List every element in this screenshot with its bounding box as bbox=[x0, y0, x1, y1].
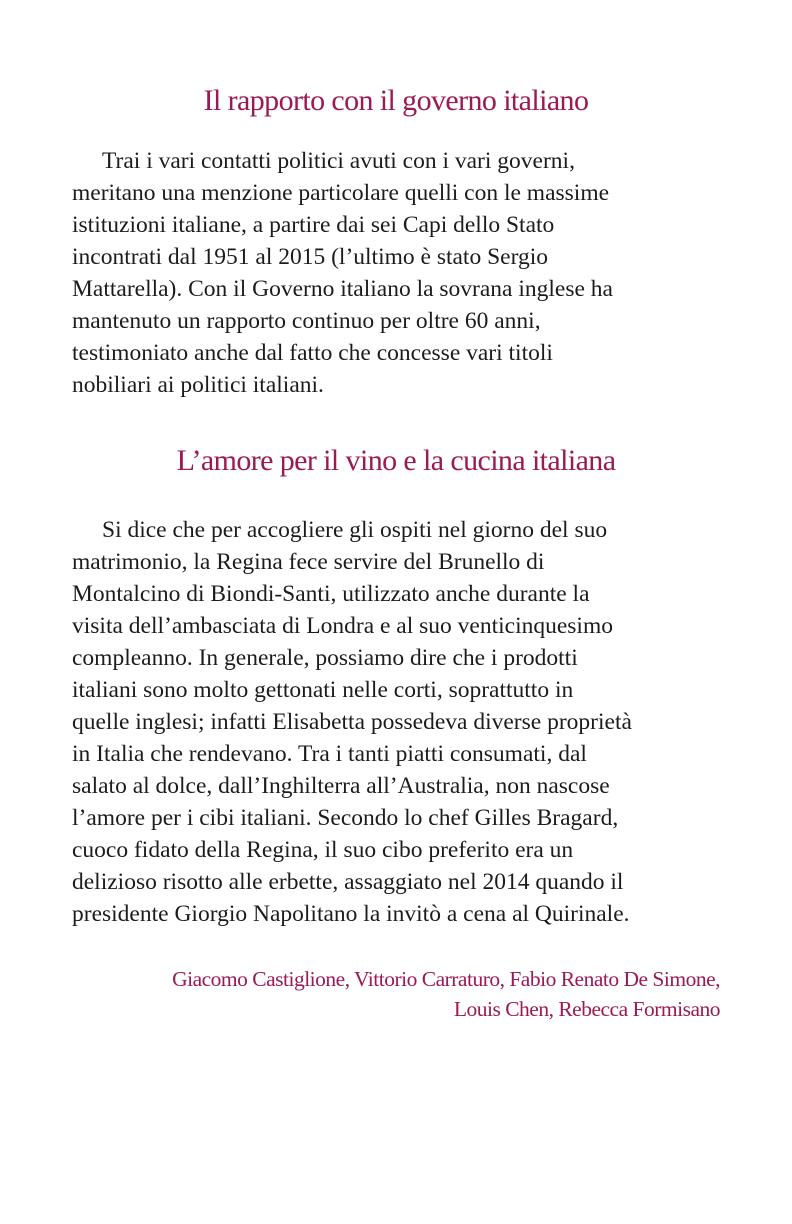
paragraph-line: l’amore per i cibi italiani. Secondo lo chef Gilles Bragard, bbox=[72, 805, 619, 831]
paragraph-line: delizioso risotto alle erbette, assaggiato nel 2014 quando il bbox=[72, 869, 624, 895]
paragraph-line: compleanno. In generale, possiamo dire che i prodotti bbox=[72, 645, 578, 671]
paragraph-line: Mattarella). Con il Governo italiano la sovrana inglese ha bbox=[72, 276, 613, 302]
paragraph-line: presidente Giorgio Napolitano la invitò a cena al Quirinale. bbox=[72, 901, 630, 927]
paragraph-line: nobiliari ai politici italiani. bbox=[72, 372, 324, 398]
paragraph-line: Trai i vari contatti politici avuti con i vari governi, bbox=[102, 148, 575, 174]
paragraph-line: meritano una menzione particolare quelli con le massime bbox=[72, 180, 610, 206]
paragraph-line: matrimonio, la Regina fece servire del Brunello di bbox=[72, 549, 545, 575]
section-heading-government: Il rapporto con il governo italiano bbox=[203, 84, 589, 117]
paragraph-line: Montalcino di Biondi-Santi, utilizzato anche durante la bbox=[72, 581, 590, 607]
paragraph-line: cuoco fidato della Regina, il suo cibo preferito era un bbox=[72, 837, 574, 863]
paragraph-line: istituzioni italiane, a partire dai sei Capi dello Stato bbox=[72, 212, 555, 238]
paragraph-line: italiani sono molto gettonati nelle corti, soprattutto in bbox=[72, 677, 574, 703]
paragraph-line: mantenuto un rapporto continuo per oltre 60 anni, bbox=[72, 308, 541, 334]
paragraph-government bbox=[72, 145, 732, 401]
paragraph-line: quelle inglesi; infatti Elisabetta possedeva diverse proprietà bbox=[72, 709, 632, 735]
paragraph-line: in Italia che rendevano. Tra i tanti piatti consumati, dal bbox=[72, 741, 587, 767]
paragraph-wine-cuisine bbox=[72, 514, 732, 930]
section-heading-wine-cuisine: L’amore per il vino e la cucina italiana bbox=[176, 444, 616, 477]
paragraph-line: visita dell’ambasciata di Londra e al suo venticinquesimo bbox=[72, 613, 613, 639]
authors-credit bbox=[40, 964, 720, 1024]
paragraph-line: salato al dolce, dall’Inghilterra all’Australia, non nascose bbox=[72, 773, 610, 799]
authors-line: Giacomo Castiglione, Vittorio Carraturo, Fabio Renato De Simone, bbox=[172, 967, 720, 991]
paragraph-line: testimoniato anche dal fatto che concesse vari titoli bbox=[72, 340, 553, 366]
paragraph-line: incontrati dal 1951 al 2015 (l’ultimo è stato Sergio bbox=[72, 244, 549, 270]
authors-line: Louis Chen, Rebecca Formisano bbox=[453, 997, 720, 1021]
paragraph-line: Si dice che per accogliere gli ospiti nel giorno del suo bbox=[102, 517, 608, 543]
